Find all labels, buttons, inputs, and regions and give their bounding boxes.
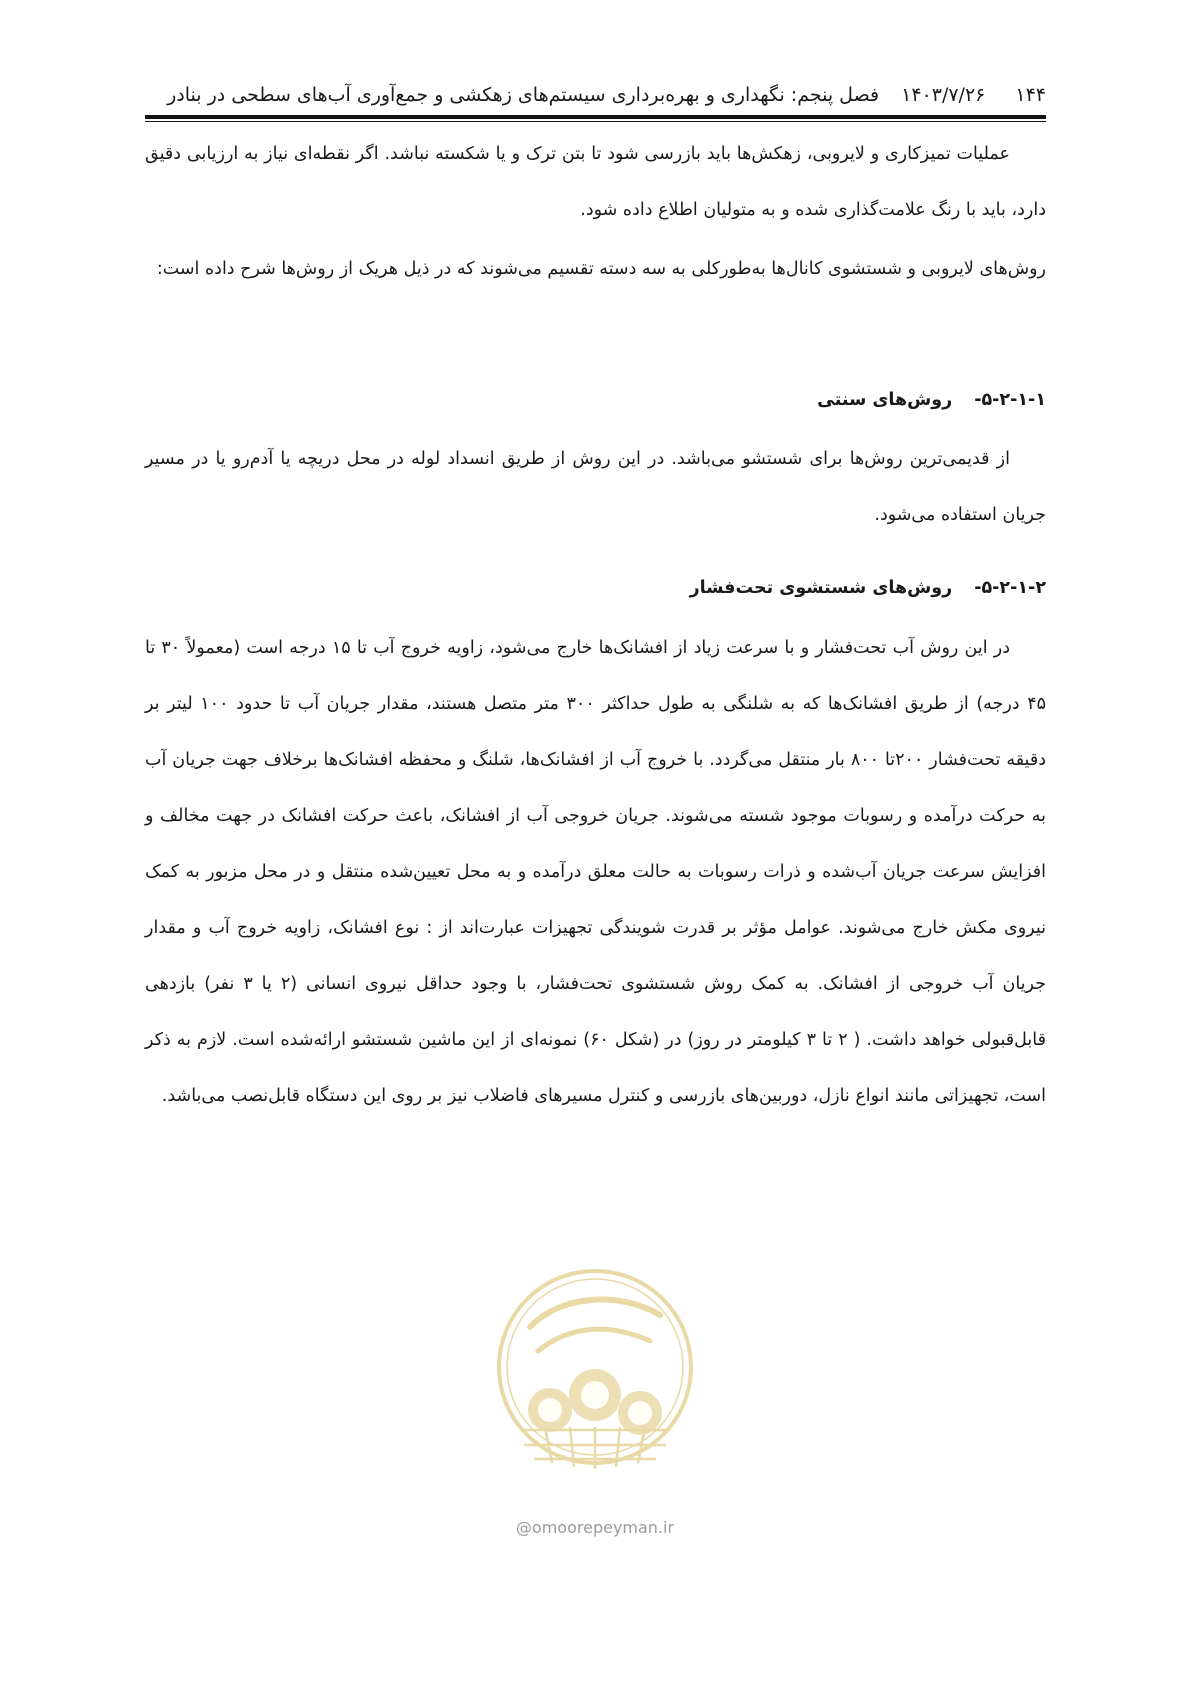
header-rule-thick bbox=[145, 115, 1046, 119]
section-number: ۵-۲-۱-۲- bbox=[974, 578, 1046, 598]
section-title: روش‌های سنتی bbox=[817, 390, 953, 410]
paragraph-pressure-washing bbox=[145, 620, 1046, 1124]
page-number: ۱۴۴ bbox=[1015, 84, 1046, 106]
chapter-title: فصل پنجم: نگهداری و بهره‌برداری سیستم‌های زهکشی و جمع‌آوری آب‌های سطحی در بنادر bbox=[167, 84, 880, 106]
paragraph-inspection bbox=[145, 126, 1046, 238]
watermark-url: @omoorepeyman.ir bbox=[515, 1518, 675, 1537]
paragraph-text: روش‌های لایروبی و شستشوی کانال‌ها به‌طورکلی به سه دسته تقسیم می‌شوند که در ذیل هریک از روش‌ها شرح داده است: bbox=[156, 259, 1046, 279]
running-header bbox=[148, 78, 1046, 112]
omoorepeyman-logo bbox=[490, 1255, 700, 1505]
section-heading-traditional bbox=[145, 390, 1046, 410]
paragraph-methods-intro bbox=[145, 241, 1046, 297]
paragraph-text: عملیات تمیزکاری و لایروبی، زهکش‌ها باید بازرسی شود تا بتن ترک و یا شکسته نباشد. اگر نقطه‌ای نیاز به ارزیابی دقیق دارد، باید با رنگ علامت‌گذاری شده و به متولیان اطلاع داده شود. bbox=[145, 144, 1046, 220]
header-rule-thin bbox=[145, 121, 1046, 122]
paragraph-text: در این روش آب تحت‌فشار و با سرعت زیاد از افشانک‌ها خارج می‌شود، زاویه خروج آب تا ۱۵ درجه است (معمولاً ۳۰ تا ۴۵ درجه) از طریق افشانک‌ها که به شلنگی به طول حداکثر ۳۰۰ متر متصل هستند، مقدار جریان آب تا حدود ۱۰۰ لیتر بر دقیقه تحت‌فشار ۲۰۰تا ۸۰۰ بار منتقل می‌گردد. با خروج آب از افشانک‌ها، شلنگ و محفظه افشانک‌ها برخلاف جهت جریان آب به حرکت درآمده و رسوبات موجود شسته می‌شوند. جریان خروجی آب از افشانک، باعث حرکت افشانک در جهت مخالف و افزایش سرعت جریان آب‌شده و ذرات رسوبات به حالت معلق درآمده و به محل تعیین‌شده منتقل و در محل مزبور به کمک نیروی مکش خارج می‌شوند. عوامل مؤثر بر قدرت شویندگی تجهیزات عبارت‌اند از : نوع افشانک، زاویه خروج آب و مقدار جریان آب خروجی از افشانک. به کمک روش شستشوی تحت‌فشار، با وجود حداقل نیروی انسانی (۲ یا ۳ نفر) بازدهی قابل‌قبولی خواهد داشت. ( ۲ تا ۳ کیلومتر در روز) در (شکل ۶۰) نمونه‌ای از این ماشین شستشو ارائه‌شده است. لازم به ذکر است، تجهیزاتی مانند انواع نازل، دوربین‌های بازرسی و کنترل مسیرهای فاضلاب نیز بر روی این دستگاه قابل‌نصب می‌باشد. bbox=[145, 638, 1047, 1106]
paragraph-traditional bbox=[145, 431, 1046, 543]
section-number: ۵-۲-۱-۱- bbox=[974, 390, 1046, 410]
section-heading-pressure bbox=[145, 578, 1046, 598]
paragraph-text: از قدیمی‌ترین روش‌ها برای شستشو می‌باشد. در این روش از طریق انسداد لوله در محل دریچه یا آدم‌رو یا در مسیر جریان استفاده می‌شود. bbox=[145, 449, 1046, 525]
section-title: روش‌های شستشوی تحت‌فشار bbox=[689, 578, 953, 598]
header-date: ۱۴۰۳/۷/۲۶ bbox=[901, 84, 986, 106]
